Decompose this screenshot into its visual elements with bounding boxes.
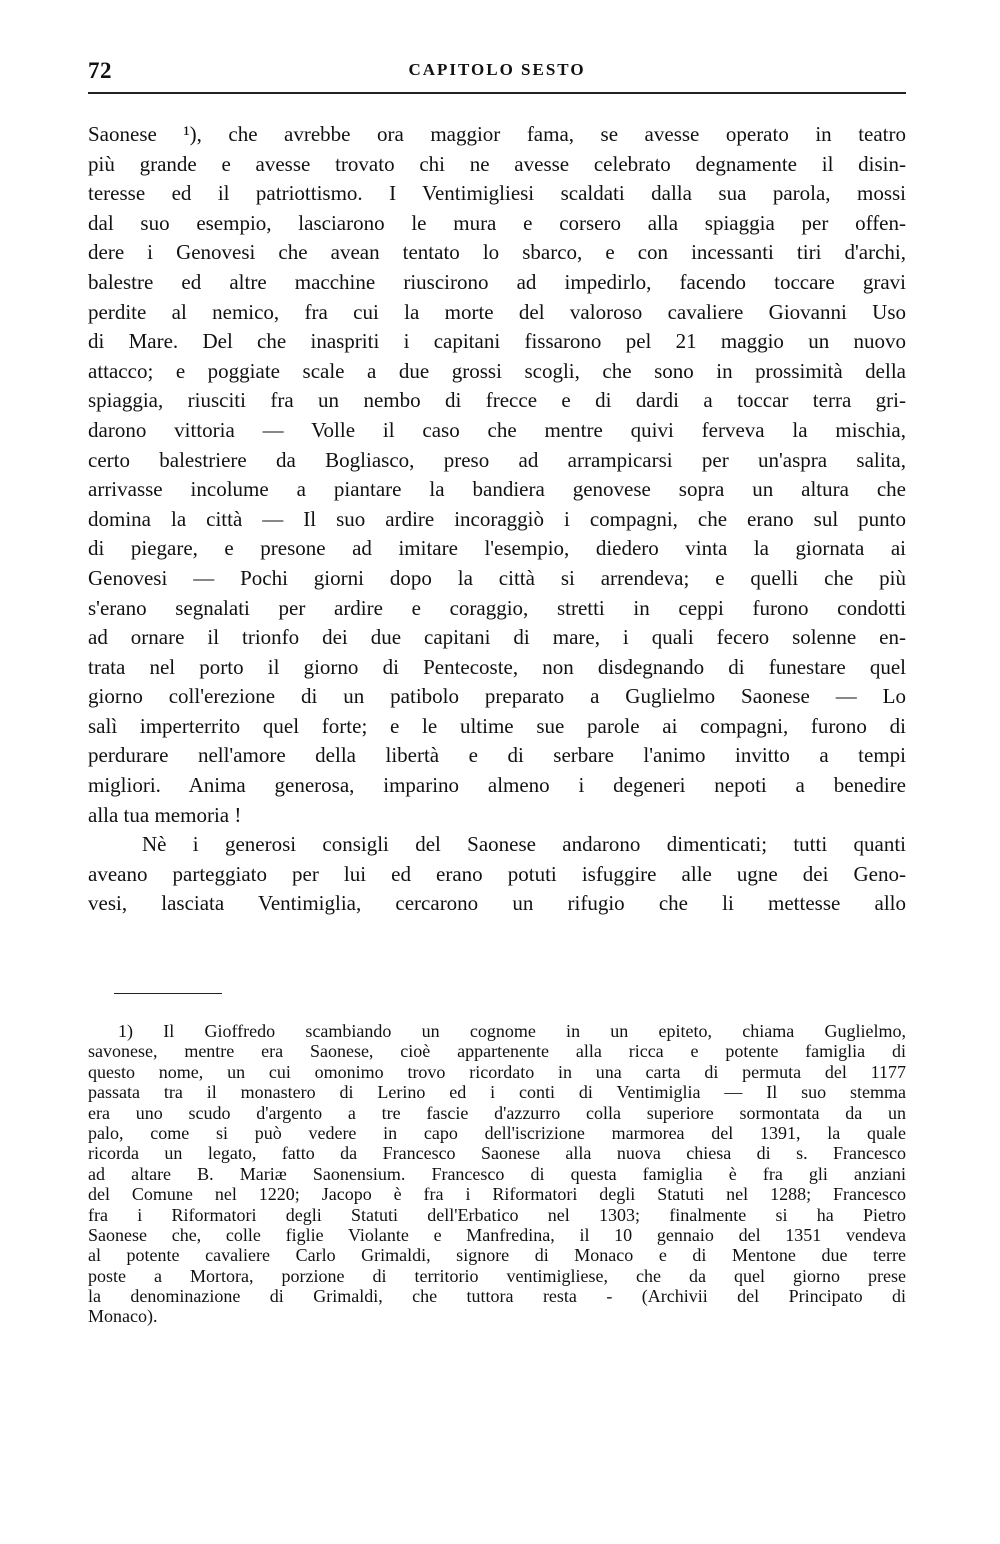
body-line: arrivasse incolume a piantare la bandiera genovese sopra un altura che (88, 477, 906, 502)
body-line: ad ornare il trionfo dei due capitani di mare, i quali fecero solenne en- (88, 625, 906, 650)
footnote-line: 1) Il Gioffredo scambiando un cognome in un epiteto, chiama Guglielmo, (118, 1021, 906, 1041)
body-line: giorno coll'erezione di un patibolo preparato a Guglielmo Saonese — Lo (88, 684, 906, 709)
header-rule (88, 92, 906, 94)
body-line: dere i Genovesi che avean tentato lo sbarco, e con incessanti tiri d'archi, (88, 240, 906, 265)
body-line: balestre ed altre macchine riuscirono ad impedirlo, facendo toccare gravi (88, 269, 906, 294)
body-line: attacco; e poggiate scale a due grossi scogli, che sono in prossimità della (88, 358, 906, 383)
body-line: dal suo esempio, lasciarono le mura e corsero alla spiaggia per offen- (88, 210, 906, 235)
body-line: aveano parteggiato per lui ed erano potuti isfuggire alle ugne dei Geno- (88, 861, 906, 886)
footnote-line: poste a Mortora, porzione di territorio ventimigliese, che da quel giorno prese (88, 1265, 906, 1286)
body-line: di piegare, e presone ad imitare l'esempio, diedero vinta la giornata ai (88, 536, 906, 561)
footnote (88, 1021, 906, 1327)
body-line: s'erano segnalati per ardire e coraggio, stretti in ceppi furono condotti (88, 595, 906, 620)
footnote-line: palo, come si può vedere in capo dell'iscrizione marmorea del 1391, la quale (88, 1122, 906, 1143)
body-line: vesi, lasciata Ventimiglia, cercarono un rifugio che li mettesse allo (88, 891, 906, 916)
body-line: Nè i generosi consigli del Saonese andarono dimenticati; tutti quanti (142, 832, 906, 857)
body-line: alla tua memoria ! (88, 802, 242, 827)
body-line: più grande e avesse trovato chi ne avesse celebrato degnamente il disin- (88, 151, 906, 176)
body-line: perdite al nemico, fra cui la morte del valoroso cavaliere Giovanni Uso (88, 299, 906, 324)
footnote-line: Saonese che, colle figlie Violante e Manfredina, il 10 gennaio del 1351 vendeva (88, 1224, 906, 1245)
body-line: salì imperterrito quel forte; e le ultime sue parole ai compagni, furono di (88, 713, 906, 738)
body-line: domina la città — Il suo ardire incoraggiò i compagni, che erano sul punto (88, 506, 906, 531)
body-line: perdurare nell'amore della libertà e di serbare l'animo invitto a tempi (88, 743, 906, 768)
body-line: darono vittoria — Volle il caso che mentre quivi ferveva la mischia, (88, 417, 906, 442)
page-number: 72 (88, 58, 112, 83)
body-line: certo balestriere da Bogliasco, preso ad arrampicarsi per un'aspra salita, (88, 447, 906, 472)
footnote-line: ad altare B. Mariæ Saonensium. Francesco di questa famiglia è fra gli anziani (88, 1163, 906, 1184)
running-head: CAPITOLO SESTO (408, 60, 586, 79)
footnote-line: al potente cavaliere Carlo Grimaldi, signore di Monaco e di Mentone due terre (88, 1245, 906, 1266)
footnote-line: savonese, mentre era Saonese, cioè appartenente alla ricca e potente famiglia di (88, 1041, 906, 1062)
footnote-line: passata tra il monastero di Lerino ed i conti di Ventimiglia — Il suo stemma (88, 1082, 906, 1103)
footnote-rule (114, 993, 222, 994)
footnote-line: del Comune nel 1220; Jacopo è fra i Riformatori degli Statuti nel 1288; Francesco (88, 1184, 906, 1205)
main-text (88, 120, 906, 919)
body-line: Genovesi — Pochi giorni dopo la città si arrendeva; e quelli che più (88, 565, 906, 590)
footnote-line: Monaco). (88, 1306, 158, 1327)
footnote-line: questo nome, un cui omonimo trovo ricordato in una carta di permuta del 1177 (88, 1061, 906, 1082)
footnote-line: la denominazione di Grimaldi, che tuttora resta - (Archivii del Principato di (88, 1286, 906, 1307)
footnote-line: ricorda un legato, fatto da Francesco Saonese alla nuova chiesa di s. Francesco (88, 1143, 906, 1164)
footnote-line: era uno scudo d'argento a tre fascie d'azzurro colla superiore sormontata da un (88, 1102, 906, 1123)
body-line: Saonese ¹), che avrebbe ora maggior fama, se avesse operato in teatro (88, 122, 906, 146)
page-header (88, 58, 906, 88)
footnote-line: fra i Riformatori degli Statuti dell'Erbatico nel 1303; finalmente si ha Pietro (88, 1204, 906, 1225)
body-line: teresse ed il patriottismo. I Ventimigliesi scaldati dalla sua parola, mossi (88, 181, 906, 206)
body-line: di Mare. Del che inaspriti i capitani fissarono pel 21 maggio un nuovo (88, 329, 906, 354)
body-line: trata nel porto il giorno di Pentecoste, non disdegnando di funestare quel (88, 654, 906, 679)
body-line: migliori. Anima generosa, imparino almeno i degeneri nepoti a benedire (88, 773, 906, 798)
body-line: spiaggia, riusciti fra un nembo di frecce e di dardi a toccar terra gri- (88, 388, 906, 413)
